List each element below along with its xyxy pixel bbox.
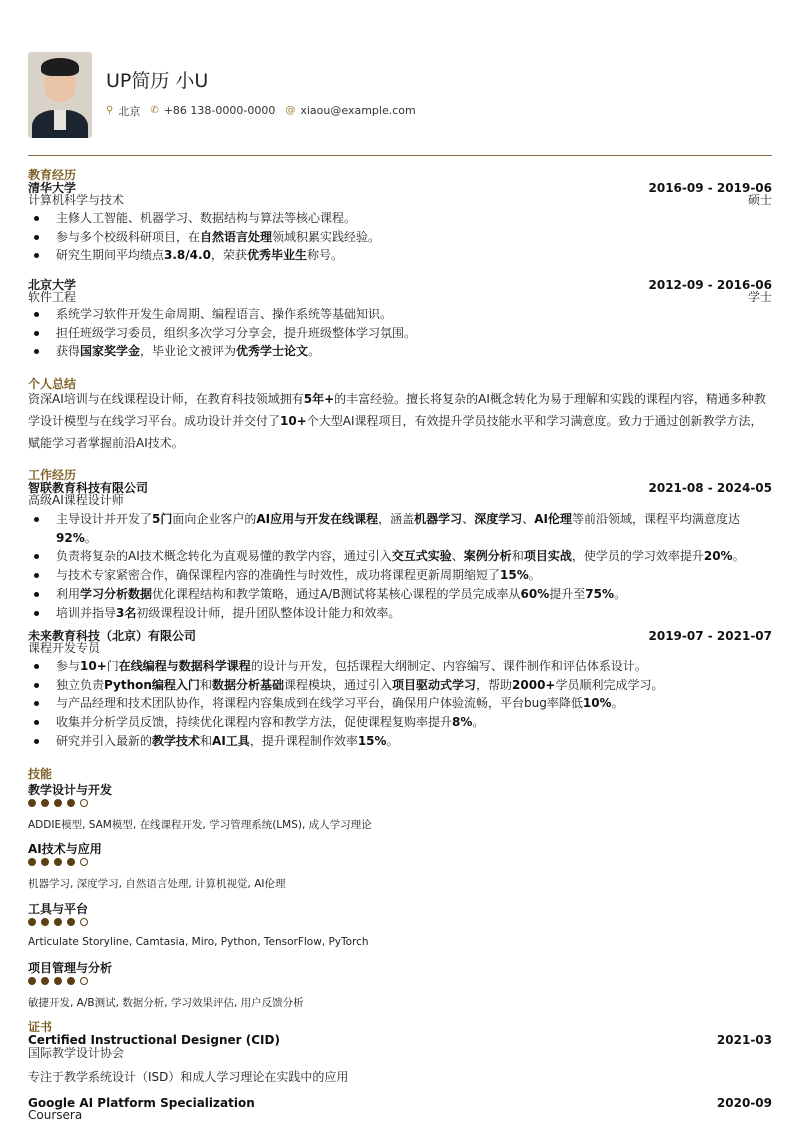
- skill-level-dot: [80, 918, 88, 926]
- list-item: 与技术专家紧密合作，确保课程内容的准确性与时效性，成功将课程更新周期缩短了15%。: [28, 566, 758, 585]
- skill-level-dot: [54, 977, 62, 985]
- list-item: 主修人工智能、机器学习、数据结构与算法等核心课程。: [28, 209, 772, 228]
- skill-level-dot: [67, 858, 75, 866]
- phone-icon: ✆: [150, 105, 159, 116]
- skill-level-dot: [54, 918, 62, 926]
- cert-desc-1: 专注于教学系统设计（ISD）和成人学习理论在实践中的应用: [28, 1070, 349, 1084]
- edu-date-1: 2016-09 - 2019-06: [648, 181, 772, 195]
- skill-level-dot: [67, 918, 75, 926]
- cert-date-2: 2020-09: [716, 1096, 772, 1110]
- cert-name-2: Google AI Platform Specialization: [28, 1096, 255, 1110]
- certs-section-title: 证书: [28, 1020, 53, 1034]
- work-role-1: 高级AI课程设计师: [28, 493, 124, 507]
- edu-major-1: 计算机科学与技术: [28, 193, 125, 207]
- skill-level-dot: [80, 977, 88, 985]
- work-bullets-1: [28, 510, 758, 622]
- skill-level-dot: [41, 918, 49, 926]
- list-item: 收集并分析学员反馈，持续优化课程内容和教学方法，促使课程复购率提升8%。: [28, 713, 772, 732]
- list-item: 培训并指导3名初级课程设计师，提升团队整体设计能力和效率。: [28, 604, 758, 623]
- list-item: 主导设计并开发了5门面向企业客户的AI应用与开发在线课程，涵盖机器学习、深度学习、AI伦理等前沿领域，课程平均满意度达92%。: [28, 510, 758, 547]
- skill-level-dot: [67, 799, 75, 807]
- location-pin-icon: ⚲: [106, 105, 114, 116]
- skill-level-dot: [41, 858, 49, 866]
- edu-major-2: 软件工程: [28, 290, 77, 304]
- list-item: 研究生期间平均绩点3.8/4.0，荣获优秀毕业生称号。: [28, 246, 772, 265]
- list-item: 负责将复杂的AI技术概念转化为直观易懂的教学内容，通过引入交互式实验、案例分析和项目实战，使学员的学习效率提升20%。: [28, 547, 758, 566]
- location-text: 北京: [118, 104, 141, 118]
- contact-line: [106, 103, 426, 119]
- skill-name: 教学设计与开发: [28, 783, 113, 797]
- header-divider: [28, 155, 772, 156]
- skill-level-dot: [67, 977, 75, 985]
- cert-issuer-1: 国际教学设计协会: [28, 1046, 125, 1060]
- work-bullets-2: [28, 657, 772, 751]
- summary-section-title: 个人总结: [28, 377, 77, 391]
- summary-text: 资深AI培训与在线课程设计师，在教育科技领域拥有5年+的丰富经验。擅长将复杂的AI概念转化为易于理解和实践的课程内容，精通多种教学设计模型与在线学习平台。成功设计并交付了10+个大型AI课程项目，有效提升学员技能水平和学习满意度。致力于通过创新教学方法，赋能学习者掌握前沿AI技术。: [28, 392, 766, 450]
- skill-level-dot: [41, 799, 49, 807]
- edu-degree-2: 学士: [747, 290, 772, 304]
- skill-name: AI技术与应用: [28, 842, 102, 856]
- skill-level-dots: [28, 858, 93, 866]
- skill-level-dot: [54, 799, 62, 807]
- skill-keywords: 机器学习, 深度学习, 自然语言处理, 计算机视觉, AI伦理: [28, 878, 286, 890]
- skill-level-dot: [80, 858, 88, 866]
- list-item: 利用学习分析数据优化课程结构和教学策略，通过A/B测试将某核心课程的学员完成率从60%提升至75%。: [28, 585, 758, 604]
- at-icon: @: [285, 105, 296, 116]
- list-item: 与产品经理和技术团队协作，将课程内容集成到在线学习平台，确保用户体验流畅，平台bug率降低10%。: [28, 694, 772, 713]
- cert-date-1: 2021-03: [716, 1033, 772, 1047]
- phone-text[interactable]: +86 138-0000-0000: [163, 104, 276, 117]
- skill-level-dot: [28, 918, 36, 926]
- skill-level-dot: [28, 858, 36, 866]
- edu-degree-1: 硕士: [747, 193, 772, 207]
- edu-date-2: 2012-09 - 2016-06: [648, 278, 772, 292]
- list-item: 研究并引入最新的教学技术和AI工具，提升课程制作效率15%。: [28, 732, 772, 751]
- candidate-name: UP简历 小U: [106, 69, 209, 92]
- list-item: 系统学习软件开发生命周期、编程语言、操作系统等基础知识。: [28, 305, 772, 324]
- skill-name: 项目管理与分析: [28, 961, 113, 975]
- cert-issuer-2: Coursera: [28, 1108, 83, 1122]
- work-role-2: 课程开发专员: [28, 641, 101, 655]
- skill-level-dot: [41, 977, 49, 985]
- list-item: 参与10+门在线编程与数据科学课程的设计与开发，包括课程大纲制定、内容编写、课件制作和评估体系设计。: [28, 657, 772, 676]
- resume-header: [28, 52, 426, 138]
- edu-school-2: 北京大学: [28, 278, 77, 292]
- skill-keywords: Articulate Storyline, Camtasia, Miro, Python, TensorFlow, PyTorch: [28, 936, 369, 948]
- list-item: 独立负责Python编程入门和数据分析基础课程模块，通过引入项目驱动式学习，帮助2000+学员顺利完成学习。: [28, 676, 772, 695]
- skill-level-dots: [28, 918, 93, 926]
- skill-level-dots: [28, 977, 93, 985]
- email-text[interactable]: xiaou@example.com: [300, 104, 416, 117]
- skill-keywords: 敏捷开发, A/B测试, 数据分析, 学习效果评估, 用户反馈分析: [28, 997, 304, 1009]
- work-company-1: 智联教育科技有限公司: [28, 481, 149, 495]
- work-section-title: 工作经历: [28, 468, 77, 482]
- education-section-title: 教育经历: [28, 168, 77, 182]
- edu-bullets-2: [28, 305, 772, 361]
- skill-name: 工具与平台: [28, 902, 89, 916]
- list-item: 参与多个校级科研项目，在自然语言处理领域积累实践经验。: [28, 228, 772, 247]
- skill-level-dot: [28, 977, 36, 985]
- work-date-1: 2021-08 - 2024-05: [648, 481, 772, 495]
- avatar: [28, 52, 92, 138]
- edu-bullets-1: [28, 209, 772, 265]
- work-date-2: 2019-07 - 2021-07: [648, 629, 772, 643]
- skill-level-dot: [80, 799, 88, 807]
- skills-section-title: 技能: [28, 767, 53, 781]
- cert-name-1: Certified Instructional Designer (CID): [28, 1033, 280, 1047]
- skill-level-dot: [28, 799, 36, 807]
- skill-level-dot: [54, 858, 62, 866]
- skill-keywords: ADDIE模型, SAM模型, 在线课程开发, 学习管理系统(LMS), 成人学习理论: [28, 819, 372, 831]
- edu-school-1: 清华大学: [28, 181, 77, 195]
- skill-level-dots: [28, 799, 93, 807]
- list-item: 获得国家奖学金，毕业论文被评为优秀学士论文。: [28, 342, 772, 361]
- work-company-2: 未来教育科技（北京）有限公司: [28, 629, 197, 643]
- list-item: 担任班级学习委员，组织多次学习分享会，提升班级整体学习氛围。: [28, 324, 772, 343]
